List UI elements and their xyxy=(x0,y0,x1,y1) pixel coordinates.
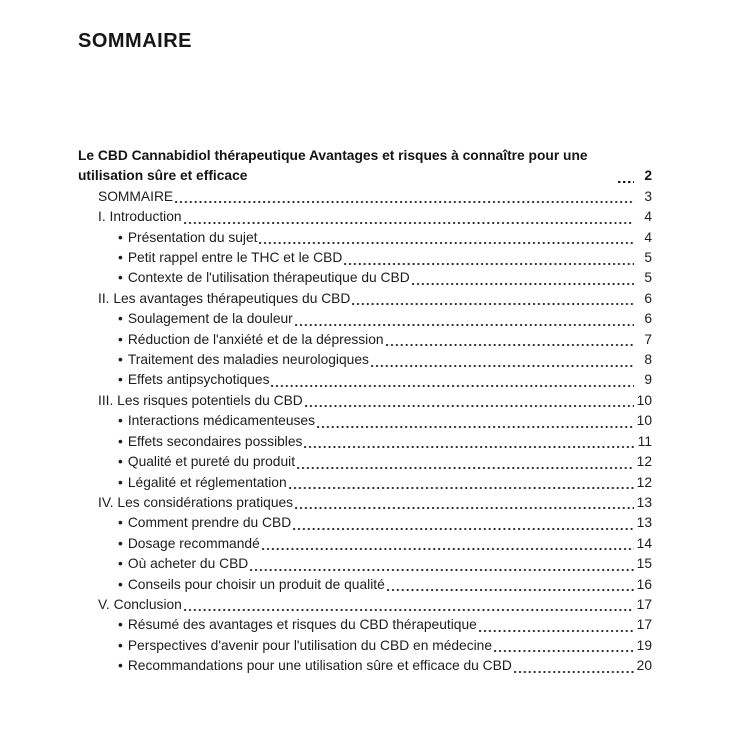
toc-entry-page: 16 xyxy=(636,576,652,592)
toc-entry-label: • Soulagement de la douleur xyxy=(118,309,293,329)
toc-entry[interactable] xyxy=(78,207,652,227)
toc-entry[interactable] xyxy=(78,309,652,329)
toc-entry[interactable] xyxy=(78,656,652,676)
toc-entry[interactable] xyxy=(78,473,652,493)
toc-entry[interactable] xyxy=(78,289,652,309)
bullet-icon: • xyxy=(118,372,123,388)
dot-leader-icon xyxy=(317,426,634,428)
toc-entry[interactable] xyxy=(78,248,652,268)
dot-leader-icon xyxy=(386,344,634,346)
toc-entry-page: 3 xyxy=(644,188,652,204)
bullet-icon: • xyxy=(118,535,123,551)
toc-entry-page: 12 xyxy=(636,474,652,490)
toc-entry[interactable] xyxy=(78,391,652,411)
toc-entry-page: 11 xyxy=(637,433,652,449)
dot-leader-icon xyxy=(344,263,634,265)
toc-entry[interactable] xyxy=(78,268,652,288)
toc-entry[interactable] xyxy=(78,146,652,187)
dot-leader-icon xyxy=(271,385,634,387)
toc-entry-label: Le CBD Cannabidiol thérapeutique Avantages et risques à connaître pour une utilisation sûre et efficace xyxy=(78,148,588,184)
toc-entry[interactable] xyxy=(78,615,652,635)
bullet-icon: • xyxy=(118,270,123,286)
toc-entry-page: 10 xyxy=(636,413,652,429)
bullet-icon: • xyxy=(118,311,123,327)
bullet-icon: • xyxy=(118,352,123,368)
table-of-contents xyxy=(78,146,652,677)
toc-entry-page: 19 xyxy=(636,637,652,653)
toc-entry-label: V. Conclusion xyxy=(98,596,182,612)
toc-entry-page: 4 xyxy=(644,229,652,245)
dot-leader-icon xyxy=(184,222,634,224)
bullet-icon: • xyxy=(118,413,123,429)
toc-entry[interactable] xyxy=(78,636,652,656)
toc-entry-label: • Traitement des maladies neurologiques xyxy=(118,350,369,370)
bullet-icon: • xyxy=(118,576,123,592)
bullet-icon: • xyxy=(118,556,123,572)
dot-leader-icon xyxy=(289,487,634,489)
toc-entry-page: 13 xyxy=(636,494,652,510)
toc-entry-page: 17 xyxy=(636,596,652,612)
toc-entry-label: II. Les avantages thérapeutiques du CBD xyxy=(98,290,351,306)
toc-entry-page: 7 xyxy=(644,331,652,347)
dot-leader-icon xyxy=(295,324,634,326)
toc-entry-label: • Légalité et réglementation xyxy=(118,473,287,493)
toc-entry[interactable] xyxy=(78,228,652,248)
toc-entry-label: • Effets secondaires possibles xyxy=(118,432,302,452)
toc-entry[interactable] xyxy=(78,554,652,574)
bullet-icon: • xyxy=(118,474,123,490)
toc-entry-label: • Résumé des avantages et risques du CBD thérapeutique xyxy=(118,615,477,635)
toc-entry[interactable] xyxy=(78,575,652,595)
dot-leader-icon xyxy=(184,609,634,611)
bullet-icon: • xyxy=(118,331,123,347)
toc-entry[interactable] xyxy=(78,432,652,452)
toc-entry-label: • Présentation du sujet xyxy=(118,228,257,248)
toc-entry-page: 6 xyxy=(644,290,652,306)
bullet-icon: • xyxy=(118,658,123,674)
dot-leader-icon xyxy=(259,242,634,244)
dot-leader-icon xyxy=(293,528,633,530)
bullet-icon: • xyxy=(118,454,123,470)
toc-entry-label: • Contexte de l'utilisation thérapeutique du CBD xyxy=(118,268,410,288)
toc-entry[interactable] xyxy=(78,330,652,350)
toc-entry[interactable] xyxy=(78,595,652,615)
toc-entry-page: 12 xyxy=(636,454,652,470)
toc-entry[interactable] xyxy=(78,187,652,207)
dot-leader-icon xyxy=(297,467,634,469)
toc-entry-label: • Effets antipsychotiques xyxy=(118,370,269,390)
dot-leader-icon xyxy=(305,405,634,407)
bullet-icon: • xyxy=(118,229,123,245)
dot-leader-icon xyxy=(262,548,634,550)
toc-entry-label: • Recommandations pour une utilisation sûre et efficace du CBD xyxy=(118,656,512,676)
toc-entry-page: 14 xyxy=(636,535,652,551)
toc-entry-page: 8 xyxy=(644,352,652,368)
dot-leader-icon xyxy=(412,283,634,285)
bullet-icon: • xyxy=(118,515,123,531)
toc-entry-page: 10 xyxy=(636,392,652,408)
bullet-icon: • xyxy=(118,617,123,633)
toc-entry-label: • Interactions médicamenteuses xyxy=(118,411,315,431)
dot-leader-icon xyxy=(304,446,634,448)
page-title: SOMMAIRE xyxy=(78,30,192,52)
toc-entry-page: 13 xyxy=(636,515,652,531)
dot-leader-icon xyxy=(494,650,634,652)
bullet-icon: • xyxy=(118,433,123,449)
toc-entry[interactable] xyxy=(78,534,652,554)
toc-entry-label: • Réduction de l'anxiété et de la dépression xyxy=(118,330,384,350)
toc-entry[interactable] xyxy=(78,493,652,513)
dot-leader-icon xyxy=(175,201,634,203)
toc-entry-label: • Petit rappel entre le THC et le CBD xyxy=(118,248,342,268)
toc-entry-page: 6 xyxy=(644,311,652,327)
toc-entry-page: 4 xyxy=(644,209,652,225)
dot-leader-icon xyxy=(295,507,634,509)
toc-entry[interactable] xyxy=(78,370,652,390)
bullet-icon: • xyxy=(118,250,123,266)
toc-entry-page: 5 xyxy=(644,270,652,286)
toc-entry-label: • Comment prendre du CBD xyxy=(118,513,291,533)
toc-entry-page: 17 xyxy=(636,617,652,633)
dot-leader-icon xyxy=(387,589,634,591)
toc-entry-page: 20 xyxy=(636,658,652,674)
toc-entry-label: • Qualité et pureté du produit xyxy=(118,452,295,472)
dot-leader-icon xyxy=(371,365,634,367)
toc-entry[interactable] xyxy=(78,513,652,533)
bullet-icon: • xyxy=(118,637,123,653)
dot-leader-icon xyxy=(618,181,634,183)
dot-leader-icon xyxy=(479,630,634,632)
dot-leader-icon xyxy=(352,303,634,305)
dot-leader-icon xyxy=(514,671,634,673)
toc-entry-label: IV. Les considérations pratiques xyxy=(98,494,294,510)
toc-entry-label: • Perspectives d'avenir pour l'utilisation du CBD en médecine xyxy=(118,636,492,656)
toc-entry-page: 5 xyxy=(644,250,652,266)
toc-entry[interactable] xyxy=(78,452,652,472)
toc-entry-page: 2 xyxy=(644,168,652,184)
document-page xyxy=(0,30,737,733)
toc-entry-page: 15 xyxy=(636,556,652,572)
toc-entry[interactable] xyxy=(78,411,652,431)
dot-leader-icon xyxy=(250,569,633,571)
toc-entry-label: • Conseils pour choisir un produit de qualité xyxy=(118,575,385,595)
toc-entry-label: • Dosage recommandé xyxy=(118,534,260,554)
toc-entry[interactable] xyxy=(78,350,652,370)
toc-entry-label: III. Les risques potentiels du CBD xyxy=(98,392,303,408)
toc-entry-label: SOMMAIRE xyxy=(98,188,174,204)
toc-entry-label: • Où acheter du CBD xyxy=(118,554,248,574)
toc-entry-label: I. Introduction xyxy=(98,209,182,225)
toc-entry-page: 9 xyxy=(644,372,652,388)
